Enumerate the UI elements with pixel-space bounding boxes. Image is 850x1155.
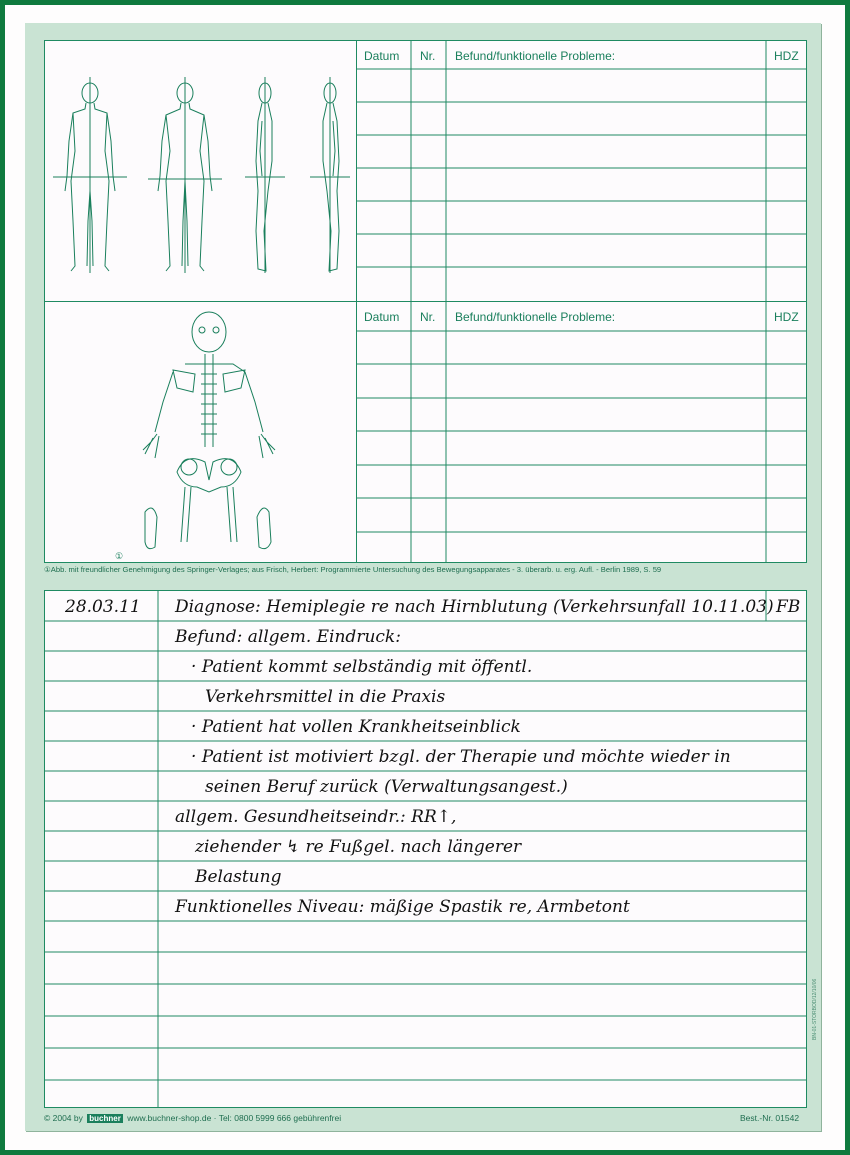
note-line-11: Funktionelles Niveau: mäßige Spastik re, Armbetont [175,897,630,917]
note-line-5: · Patient hat vollen Krankheitseinblick [191,717,521,737]
note-line-6: · Patient ist motiviert bzgl. der Therapie und möchte wieder in [191,747,731,767]
top-header-datum: Datum [364,49,400,63]
middle-header-hdz: HDZ [774,310,799,324]
note-line-3: · Patient kommt selbständig mit öffentl. [191,657,533,677]
side-form-code: BN-01-STORBOD/12/10/06 [812,978,818,1040]
front-body-figure [53,77,127,273]
skeleton-figure-panel [44,301,357,563]
contact-text: www.buchner-shop.de · Tel: 0800 5999 666 gebührenfrei [127,1113,342,1123]
entry-initials: FB [776,597,801,617]
note-line-4: Verkehrsmittel in die Praxis [205,687,446,707]
side-body-figure-left [245,77,285,273]
back-body-figure [148,77,222,273]
top-table-grid [357,41,806,301]
body-outline-figures [45,41,356,301]
note-line-2: Befund: allgem. Eindruck: [175,627,401,647]
buchner-logo: buchner [89,1114,121,1123]
middle-header-befund: Befund/funktionelle Probleme: [455,310,616,324]
note-line-1: Diagnose: Hemiplegie re nach Hirnblutung (Verkehrsunfall 10.11.03) [175,597,774,617]
skeleton-figure [45,302,356,562]
note-line-8: allgem. Gesundheitseindr.: RR↑, [175,807,457,827]
notes-table [44,590,807,1108]
middle-findings-table [356,301,807,563]
footer-left [44,1113,341,1123]
note-line-7: seinen Beruf zurück (Verwaltungsangest.) [205,777,568,797]
top-header-befund: Befund/funktionelle Probleme: [455,49,616,63]
middle-header-nr: Nr. [420,310,436,324]
side-body-figure-right [310,77,350,273]
middle-table-grid [357,302,806,562]
body-figure-panel [44,40,357,302]
note-line-9: ziehender ↯ re Fußgel. nach längerer [195,837,522,857]
figure-footnote-mark: ① [115,551,124,561]
top-header-hdz: HDZ [774,49,799,63]
order-number: Best.-Nr. 01542 [740,1113,800,1123]
image-credit-line: ①Abb. mit freundlicher Genehmigung des Springer-Verlages; aus Frisch, Herbert: Programmierte Untersuchung des Bewegungsapparates - 3. überarb. u. erg. Aufl. - Berlin 1989, S. 59 [44,565,662,574]
middle-header-datum: Datum [364,310,400,324]
entry-date: 28.03.11 [65,597,141,617]
top-header-nr: Nr. [420,49,436,63]
top-findings-table [356,40,807,302]
copyright-text: © 2004 by [44,1113,83,1123]
note-line-10: Belastung [195,867,282,887]
